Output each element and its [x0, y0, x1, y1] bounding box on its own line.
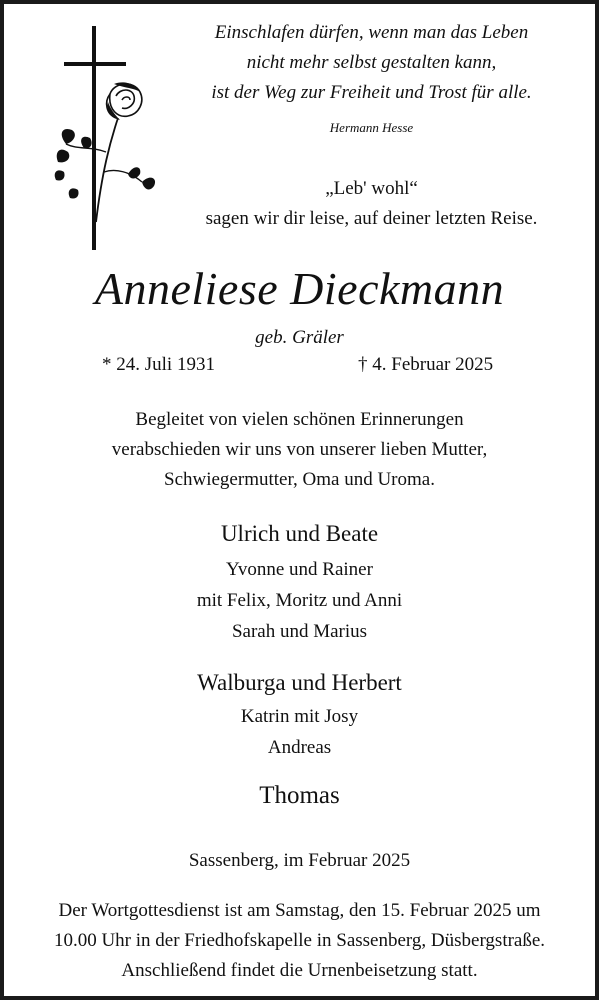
farewell-line: „Leb' wohl“ — [325, 178, 418, 199]
service-line: Der Wortgottesdienst ist am Samstag, den 15. Februar 2025 um — [58, 900, 541, 921]
family-member: Sarah und Marius — [231, 621, 368, 642]
poem — [164, 18, 579, 108]
family-head: Walburga und Herbert — [197, 670, 402, 695]
message-line: Schwiegermutter, Oma und Uroma. — [164, 469, 435, 490]
service-line: 10.00 Uhr in der Friedhofskapelle in Sassenberg, Düsbergstraße. — [53, 930, 546, 951]
deceased-name: Anneliese Dieckmann — [94, 263, 505, 314]
poem-author: Hermann Hesse — [329, 120, 414, 135]
message-line: verabschieden wir uns von unserer lieben Mutter, — [111, 439, 488, 460]
family-head: Thomas — [259, 782, 340, 809]
place-date: Sassenberg, im Februar 2025 — [188, 850, 411, 871]
family-member: Yvonne und Rainer — [226, 559, 373, 580]
poem-line: nicht mehr selbst gestalten kann, — [246, 52, 497, 73]
service-line: Anschließend findet die Urnenbeisetzung statt. — [121, 960, 478, 981]
message-line: Begleitet von vielen schönen Erinnerungen — [135, 409, 464, 430]
cross-rose-icon — [44, 22, 164, 254]
birth-name: geb. Gräler — [255, 327, 344, 348]
family-member: mit Felix, Moritz und Anni — [196, 590, 403, 611]
message — [4, 405, 595, 495]
family-members — [4, 701, 595, 763]
family-members — [4, 554, 595, 647]
birth-date: * 24. Juli 1931 — [102, 354, 215, 375]
poem-line: Einschlafen dürfen, wenn man das Leben — [214, 22, 529, 43]
family-member: Andreas — [267, 737, 332, 758]
family-head: Ulrich und Beate — [220, 521, 379, 546]
farewell-line: sagen wir dir leise, auf deiner letzten Reise. — [205, 208, 538, 229]
family-member: Katrin mit Josy — [240, 706, 359, 727]
death-date: † 4. Februar 2025 — [358, 354, 494, 375]
poem-line: ist der Weg zur Freiheit und Trost für alle. — [211, 82, 532, 103]
farewell-text — [164, 174, 579, 234]
service-info — [4, 896, 595, 986]
